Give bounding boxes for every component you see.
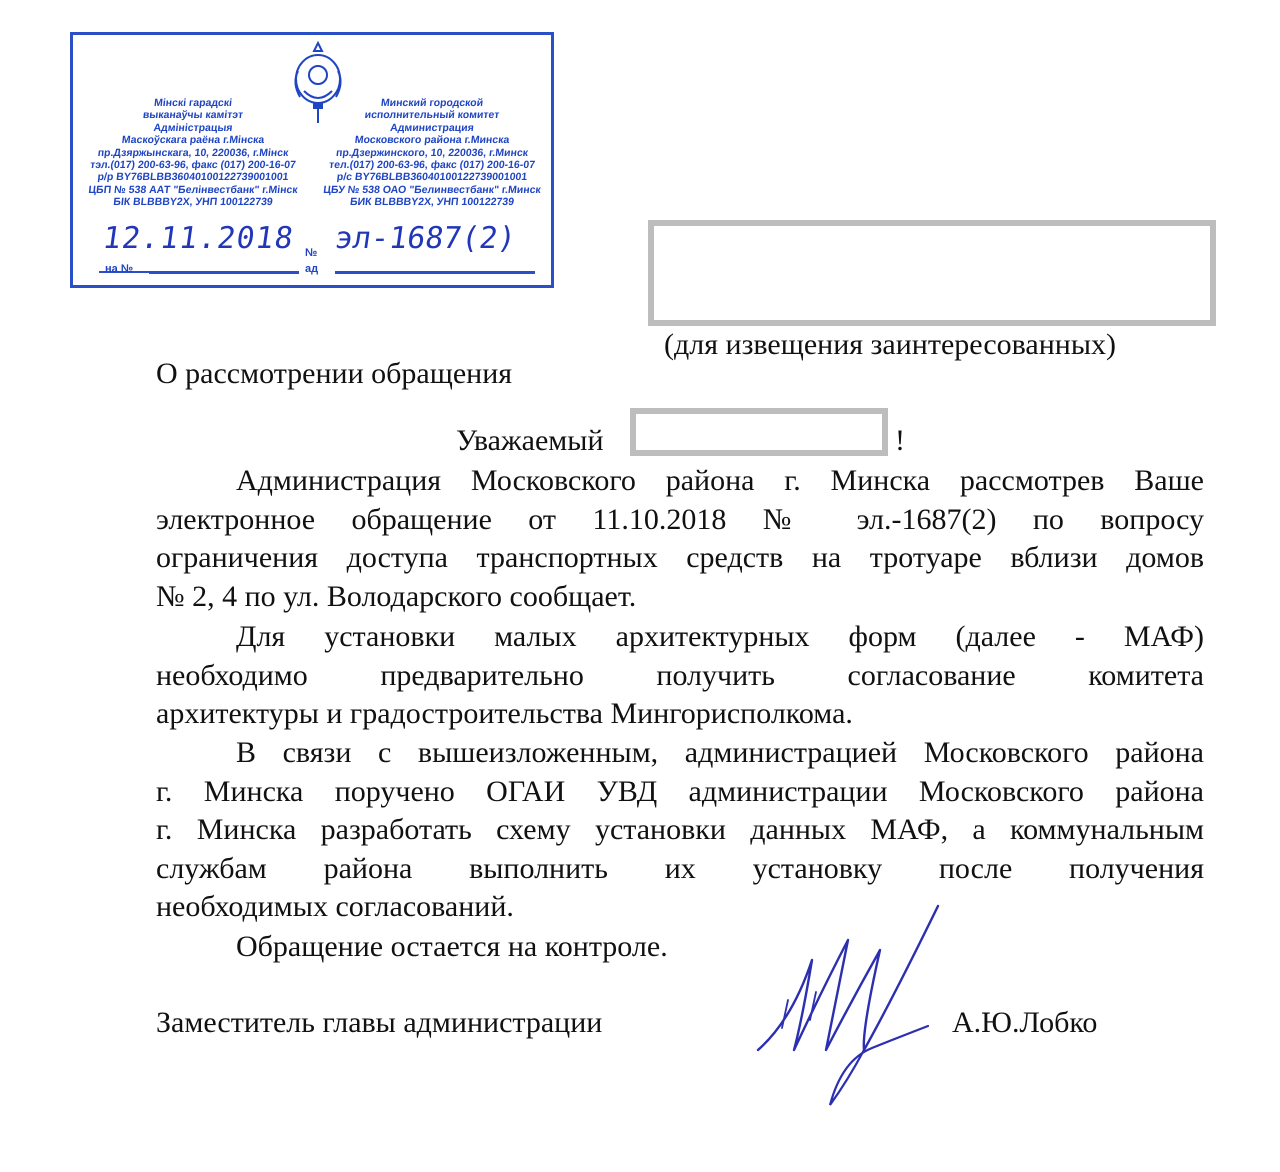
redacted-addressee [648,220,1216,326]
official-stamp [70,32,554,288]
number-label: № [305,247,318,259]
paragraph-line: Администрация Московского района г. Минска рассмотрев Ваше [236,464,1204,497]
salutation-exclamation: ! [895,424,905,457]
paragraph-line: Для установки малых архитектурных форм (далее - МАФ) [236,620,1204,653]
stamp-belarusian-text: Мінскі гарадскі выканаўчы камітэт Адміністрацыя Маскоўскага раёна г.Мінска пр.Дзяржынскага, 10, 220036, г.Мінск тэл.(017) 200-63-96, факс (017) 200-16-07 р/р BY76BLBB36040100122739001001 ЦБП № 538 ААТ "Белінвестбанк" г.Мінск БІК BLBBBY2X, УНП 100122739 [87,97,299,209]
paragraph-1 [156,462,1204,616]
paragraph-line: В связи с вышеизложенным, администрацией Московского района [236,736,1204,769]
letter-subject: О рассмотрении обращения [156,357,513,390]
handwritten-signature [752,900,952,1110]
salutation: Уважаемый [456,424,604,457]
signatory-title: Заместитель главы администрации [156,1006,603,1039]
addressee-note: (для извещения заинтересованных) [664,328,1116,361]
paragraph-line: г. Минска поручено ОГАИ УВД администрации Московского района [156,774,1204,808]
in-reply-to-underline [149,273,299,274]
paragraph-line: г. Минска разработать схему установки данных МАФ, а коммунальным [156,813,1204,847]
paragraph-line: Обращение остается на контроле. [236,930,668,963]
paragraph-line: службам района выполнить их установку после получения [156,851,1204,885]
from-underline [335,273,535,274]
redacted-name [630,408,888,456]
paragraph-line: № 2, 4 по ул. Володарского сообщает. [156,579,637,613]
paragraph-line: ограничения доступа транспортных средств на тротуаре вблизи домов [156,541,1204,575]
paragraph-line: архитектуры и градостроительства Мингорисполкома. [156,697,853,731]
stamp-date: 12.11.2018 [100,221,297,256]
from-label: ад [305,263,319,275]
paragraph-line: электронное обращение от 11.10.2018 № эл.-1687(2) по вопросу [156,502,1204,536]
paragraph-3 [156,734,1204,927]
paragraph-line: необходимых согласований. [156,890,514,924]
paragraph-2 [156,618,1204,734]
paragraph-line: необходимо предварительно получить согласование комитета [156,658,1204,692]
stamp-reg-number: эл-1687(2) [332,221,519,256]
stamp-russian-text: Минский городской исполнительный комитет Администрация Московского района г.Минска пр.Дзержинского, 10, 220036, г.Минск тел.(017) 200-63-96, факс (017) 200-16-07 р/с BY76BLBB36040100122739001001 ЦБУ № 538 ОАО "Белинвестбанк" г.Минск БИК BLBBBY2X, УНП 100122739 [322,97,542,209]
signatory-name: А.Ю.Лобко [952,1006,1098,1039]
paragraph-4 [156,928,1204,967]
in-reply-to-label: на № [105,263,134,275]
